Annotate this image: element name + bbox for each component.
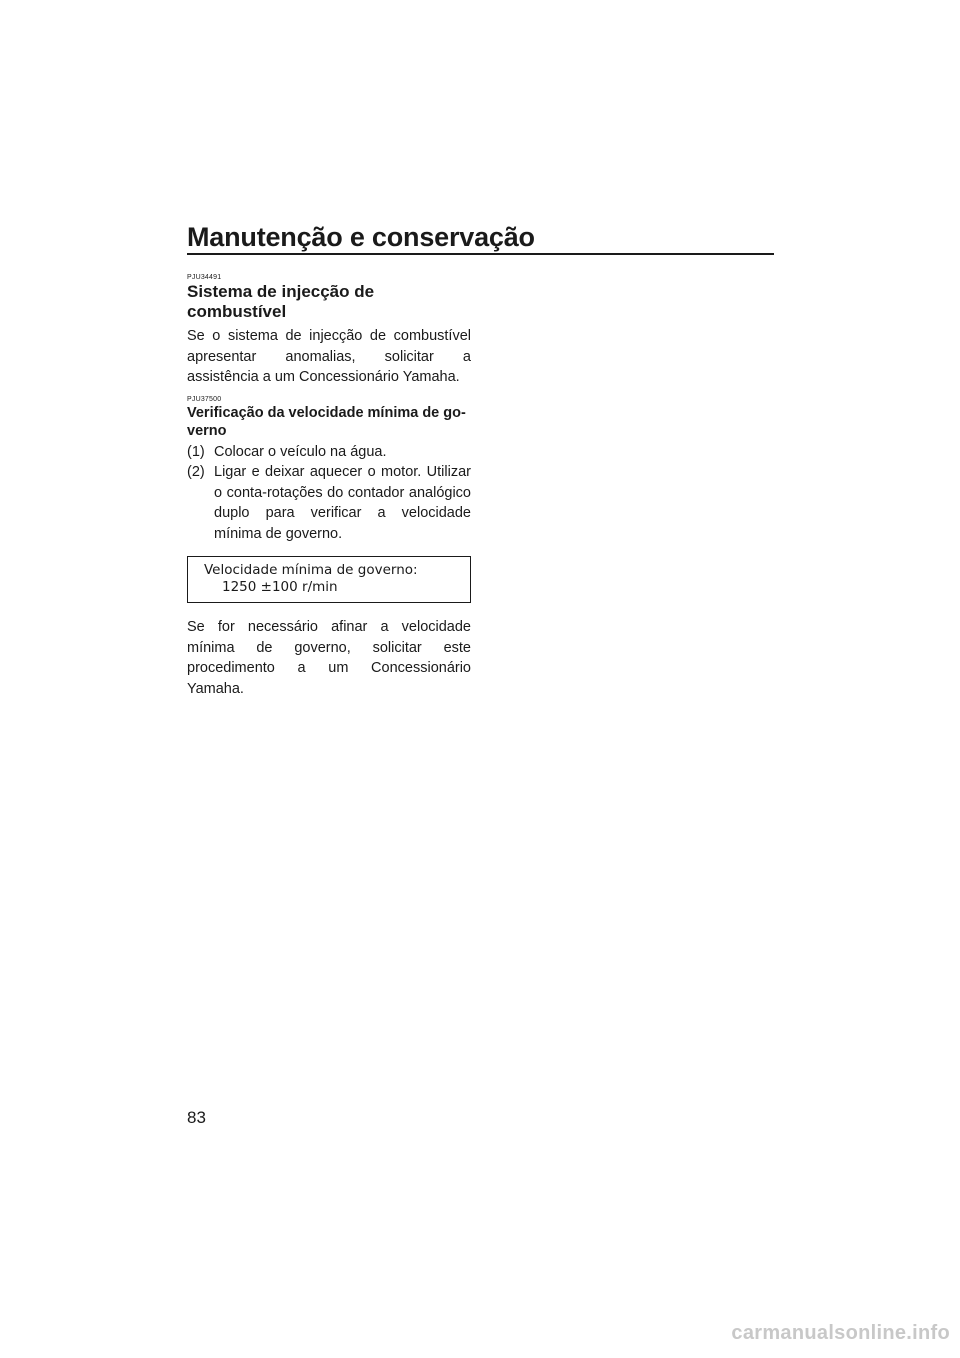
content-column bbox=[187, 274, 471, 699]
step-number: (2) bbox=[187, 464, 205, 480]
step-text: Colocar o veículo na água. bbox=[214, 443, 387, 460]
closing-paragraph: Se for necessário afinar a velocidade mínima de governo, solicitar este procedimento a um Concessionário Yamaha. bbox=[187, 619, 471, 697]
section-body: Se o sistema de injecção de combustível apresentar anomalias, solicitar a assistência a um Concessionário Yamaha. bbox=[187, 328, 471, 385]
spec-value: 1250 ±100 r/min bbox=[222, 579, 338, 595]
spec-label: Velocidade mínima de governo: bbox=[204, 562, 418, 578]
header-rule bbox=[187, 253, 774, 255]
list-item bbox=[187, 442, 471, 463]
list-item bbox=[187, 462, 471, 544]
step-text: Ligar e deixar aquecer o motor. Utilizar o conta-rotações do contador analógico duplo para verificar a velocidade mínima de governo. bbox=[214, 464, 471, 542]
page-number: 83 bbox=[187, 1108, 206, 1127]
subsection-title: Verificação da velocidade mínima de go-verno bbox=[187, 404, 466, 439]
page-title: Manutenção e conservação bbox=[187, 222, 535, 252]
section-code: PJU34491 bbox=[187, 274, 222, 281]
section-title: Sistema de injecção de combustível bbox=[187, 282, 375, 321]
subsection-code: PJU37500 bbox=[187, 395, 222, 403]
step-number: (1) bbox=[187, 443, 205, 460]
spec-box bbox=[187, 556, 471, 603]
steps-list bbox=[187, 442, 471, 545]
watermark: carmanualsonline.info bbox=[731, 1322, 950, 1344]
